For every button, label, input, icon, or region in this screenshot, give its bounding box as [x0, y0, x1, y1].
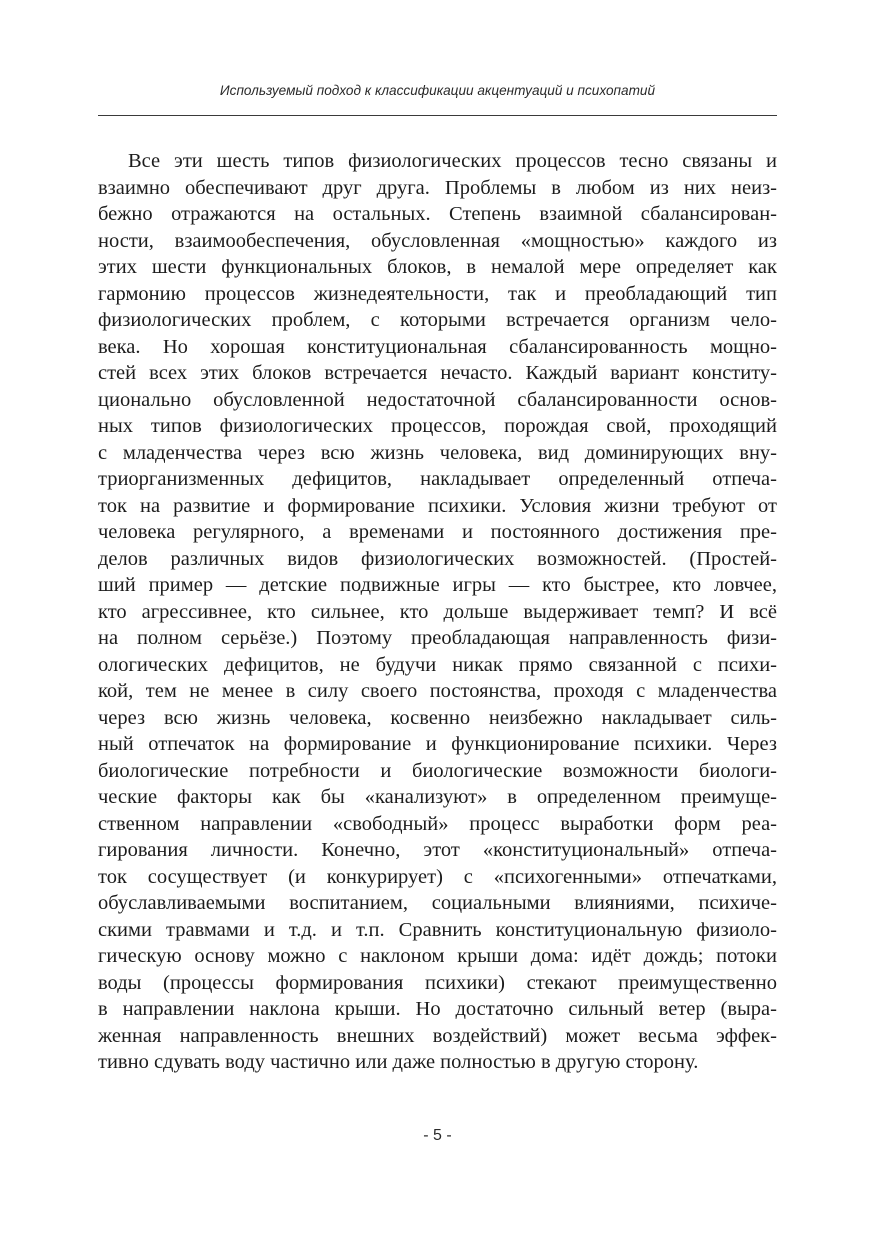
- header-rule: [98, 115, 777, 116]
- text-line: ных типов физиологических процессов, порождая свой, проходящий: [98, 415, 777, 437]
- text-line: биологические потребности и биологические возможности биологи-: [98, 759, 777, 782]
- text-line: Все эти шесть типов физиологических процессов тесно связаны и: [128, 150, 777, 172]
- text-line: гармонию процессов жизнедеятельности, так и преобладающий тип: [98, 282, 777, 305]
- text-line: взаимно обеспечивают друг друга. Проблемы в любом из них неиз-: [98, 176, 777, 199]
- text-line: делов различных видов физиологических возможностей. (Простей-: [98, 547, 777, 570]
- text-line: ческие факторы как бы «канализуют» в определенном преимуще-: [98, 786, 777, 808]
- text-line: ционально обусловленной недостаточной сбалансированности основ-: [98, 388, 777, 411]
- text-line: тивно сдувать воду частично или даже полностью в другую сторону.: [98, 1051, 699, 1073]
- text-line: воды (процессы формирования психики) стекают преимущественно: [98, 971, 777, 994]
- text-line: ток на развитие и формирование психики. Условия жизни требуют от: [98, 494, 777, 517]
- text-line: скими травмами и т.д. и т.п. Сравнить конституциональную физиоло-: [98, 918, 777, 941]
- text-line: физиологических проблем, с которыми встречается организм чело-: [98, 309, 777, 331]
- text-line: триорганизменных дефицитов, накладывает определенный отпеча-: [98, 468, 777, 490]
- text-line: бежно отражаются на остальных. Степень взаимной сбалансирован-: [98, 203, 777, 225]
- text-line: стей всех этих блоков встречается нечасто. Каждый вариант конститу-: [98, 362, 777, 384]
- text-line: ный отпечаток на формирование и функционирование психики. Через: [98, 733, 777, 755]
- text-line: ности, взаимообеспечения, обусловленная «мощностью» каждого из: [98, 229, 777, 252]
- text-line: ственном направлении «свободный» процесс выработки форм реа-: [98, 812, 777, 835]
- text-line: гирования личности. Конечно, этот «конституциональный» отпеча-: [98, 839, 777, 861]
- page-number: - 5 -: [423, 1127, 452, 1144]
- text-line: века. Но хорошая конституциональная сбалансированность мощно-: [98, 335, 777, 358]
- text-line: гическую основу можно с наклоном крыши дома: идёт дождь; потоки: [98, 945, 777, 967]
- text-line: на полном серьёзе.) Поэтому преобладающая направленность физи-: [98, 627, 777, 649]
- text-line: ток сосуществует (и конкурирует) с «психогенными» отпечатками,: [98, 865, 777, 888]
- text-line: в направлении наклона крыши. Но достаточно сильный ветер (выра-: [98, 998, 777, 1020]
- body-paragraph: [98, 148, 777, 1076]
- text-line: ологических дефицитов, не будучи никак прямо связанной с психи-: [98, 653, 777, 676]
- text-line: этих шести функциональных блоков, в немалой мере определяет как: [98, 256, 777, 278]
- running-header: Используемый подход к классификации акцентуаций и психопатий: [219, 83, 656, 98]
- text-line: женная направленность внешних воздействий) может весьма эффек-: [98, 1024, 777, 1047]
- text-line: ший пример — детские подвижные игры — кто быстрее, кто ловчее,: [98, 574, 777, 596]
- text-line: с младенчества через всю жизнь человека, вид доминирующих вну-: [98, 441, 777, 464]
- text-line: через всю жизнь человека, косвенно неизбежно накладывает силь-: [98, 706, 777, 729]
- text-line: кой, тем не менее в силу своего постоянства, проходя с младенчества: [98, 680, 777, 702]
- text-line: обуславливаемыми воспитанием, социальными влияниями, психиче-: [98, 892, 777, 914]
- text-line: человека регулярного, а временами и постоянного достижения пре-: [98, 521, 777, 543]
- text-line: кто агрессивнее, кто сильнее, кто дольше выдерживает темп? И всё: [98, 600, 777, 623]
